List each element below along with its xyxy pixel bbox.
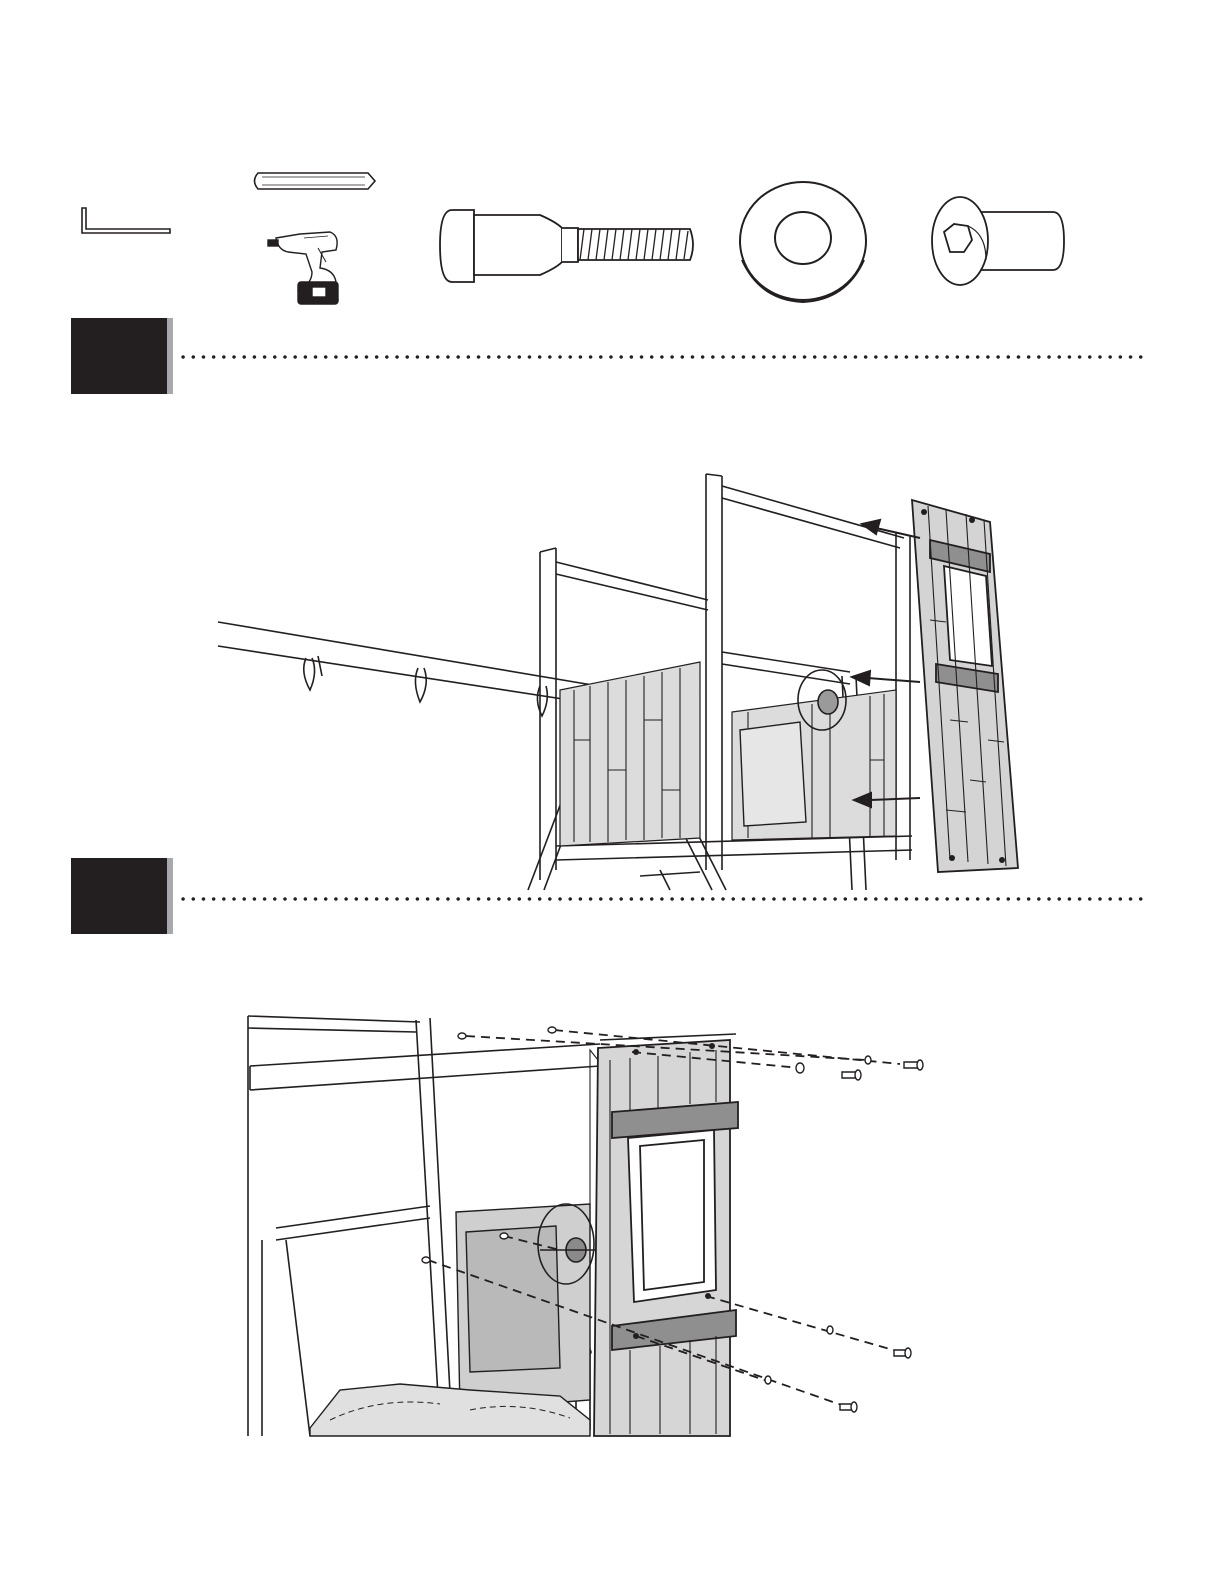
allen-wrench-icon <box>82 208 170 233</box>
shoulder-bolt-icon <box>440 210 693 282</box>
step-marker-shadow <box>167 318 173 394</box>
attach-window-panel-illustration <box>0 460 1224 900</box>
step-marker <box>71 858 167 934</box>
step-marker-shadow <box>167 858 173 934</box>
washer-icon <box>740 182 866 302</box>
dotted-divider <box>178 897 1144 901</box>
bolt-window-panel-illustration <box>0 1000 1224 1450</box>
dotted-divider <box>178 355 1144 359</box>
power-drill-icon <box>268 232 338 304</box>
step-marker <box>71 318 167 394</box>
hardware-header <box>0 0 1224 320</box>
barrel-nut-icon <box>932 197 1064 285</box>
drill-bit-icon <box>255 173 376 189</box>
